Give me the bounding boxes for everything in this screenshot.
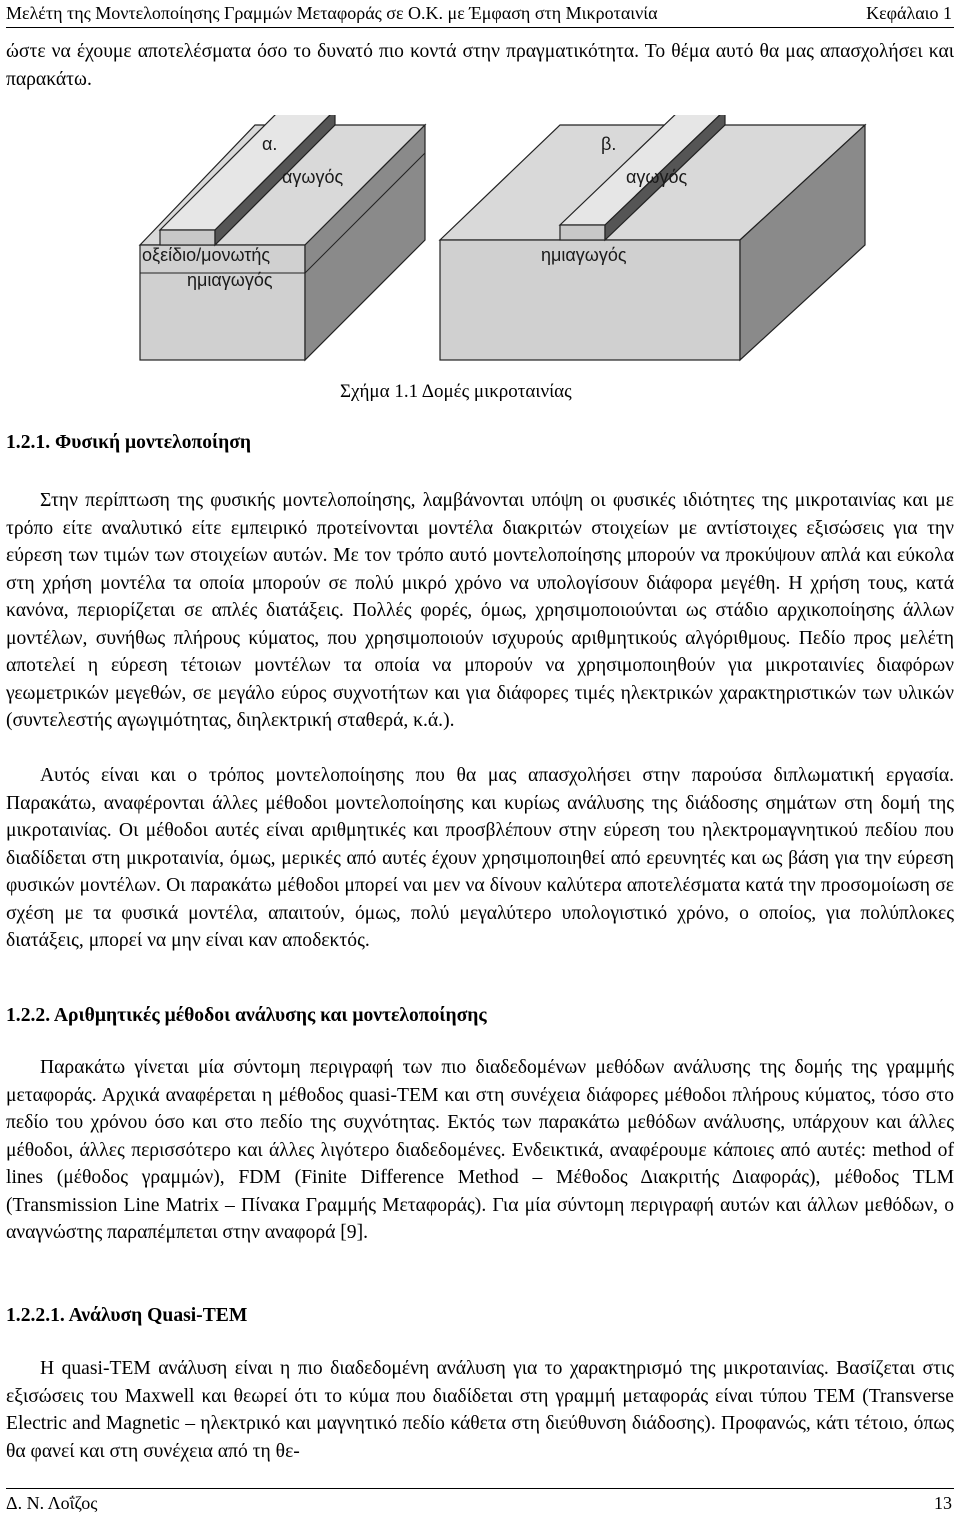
paragraph-thesis-approach: Αυτός είναι και ο τρόπος μοντελοποίησης που θα μας απασχολήσει στην παρούσα διπλωματική εργασία. Παρακάτω, αναφέρονται άλλες μέθοδοι μοντελοποίησης και κυρίως ανάλυσης της διάδοσης σημάτων στη δομή της μικροταινίας. Οι μέθοδοι αυτές είναι αριθμητικές και προσβλέπουν στην εύρεση του ηλεκτρομαγνητικού πεδίου που διαδίδεται στη μικροταινία, όμως, μερικές από αυτές έχουν χρησιμοποιηθεί από ερευνητές και ως βάση για την εύρεση φυσικών μοντέλων. Οι παρακάτω μέθοδοι μπορεί ναι μεν να δίνουν καλύτερα αποτελέσματα κατά την προσομοίωση σε σχέση με τα φυσικά μοντέλα, απαιτούν, όμως, πολύ μεγαλύτερο υπολογιστικό χρόνο, ο οποίος, για πολύπλοκες διατάξεις, μπορεί να μην είναι καν αποδεκτός. (6, 765, 954, 951)
footer-rule (6, 1488, 954, 1489)
page-number: 13 (934, 1493, 952, 1513)
page-header (0, 0, 960, 28)
header-title: Μελέτη της Μοντελοποίησης Γραμμών Μεταφοράς σε Ο.Κ. με Έμφαση στη Μικροταινία (6, 3, 658, 23)
heading-1-2-2-1: 1.2.2.1. Ανάλυση Quasi-TEM (6, 1305, 248, 1326)
label-a: α. (262, 134, 278, 154)
conductor-front-b (560, 225, 605, 240)
paragraph-quasi-tem: Η quasi-TEM ανάλυση είναι η πιο διαδεδομένη ανάλυση για το χαρακτηρισμό της μικροταινίας. Βασίζεται στις εξισώσεις του Maxwell και θεωρεί ότι το κύμα που διαδίδεται στη γραμμή μεταφοράς είναι τύπου TEM (Transverse Electric and Magnetic – ηλεκτρικό και μαγνητικό πεδίο κάθετα στη διεύθυνση διάδοσης). Προφανώς, κάτι τέτοιο, όπως θα φανεί και στη συνέχεια από τη θε- (6, 1358, 954, 1462)
heading-1-2-2: 1.2.2. Αριθμητικές μέθοδοι ανάλυσης και μοντελοποίησης (6, 1005, 487, 1026)
conductor-label-b: αγωγός (626, 167, 688, 187)
conductor-front-a (160, 230, 215, 245)
conductor-label-a: αγωγός (282, 167, 344, 187)
figure-caption: Σχήμα 1.1 Δομές μικροταινίας (340, 381, 572, 402)
paragraph-physical-modeling: Στην περίπτωση της φυσικής μοντελοποίησης, λαμβάνονται υπόψη οι φυσικές ιδιότητες της μικροταινίας και με τρόπο είτε αναλυτικό είτε εμπειρικό προτείνονται μοντέλα διακριτών στοιχείων με αντίστοιχες εξισώσεις για την εύρεση των τιμών των στοιχείων αυτών. Με τον τρόπο αυτό μοντελοποίησης μπορούν να προκύψουν απλά και εύκολα στη χρήση μοντέλα τα οποία μπορούν σε πολύ μικρό χρόνο να υπολογίσουν διάφορα μεγέθη. Η χρήση τους, κατά κανόνα, περιορίζεται σε απλές διατάξεις. Πολλές φορές, όμως, χρησιμοποιούνται ως στάδιο αρχικοποίησης άλλων μοντέλων, συνήθως πλήρους κύματος, που χρησιμοποιούν ισχυρούς αριθμητικούς αλγόριθμους. Πεδίο προς μελέτη αποτελεί η εύρεση τέτοιων μοντέλων τα οποία να μπορούν να χρησιμοποιηθούν για μικροταινίες διαφόρων γεωμετρικών μεγεθών, σε μεγάλο εύρος συχνοτήτων και για διάφορες τιμές ηλεκτρικών χαρακτηριστικών των υλικών (συντελεστής αγωγιμότητας, διηλεκτρική σταθερά, κ.ά.). (6, 490, 954, 731)
footer-author: Δ. Ν. Λοΐζος (6, 1493, 98, 1513)
semiconductor-label-a: ημιαγωγός (187, 270, 273, 290)
paragraph-numerical-methods: Παρακάτω γίνεται μία σύντομη περιγραφή των πιο διαδεδομένων μεθόδων ανάλυσης της δομής της γραμμής μεταφοράς. Αρχικά αναφέρεται η μέθοδος quasi-TEM και στη συνέχεια διάφορες μέθοδοι πλήρους κύματος, τόσο στο πεδίο του χρόνου όσο και στο πεδίο της συχνότητας. Εκτός των παρακάτω μεθόδων ανάλυσης, υπάρχουν και άλλες μέθοδοι, άλλες περισσότερο και άλλες λιγότερο διαδεδομένες. Ενδεικτικά, αναφέρουμε κάποιες από αυτές: method of lines (μέθοδος γραμμών), FDM (Finite Difference Method – Μέθοδος Διακριτής Διαφοράς), μέθοδος TLM (Transmission Line Matrix – Πίνακα Γραμμής Μεταφοράς). Για μία σύντομη περιγραφή αυτών και άλλων μεθόδων, ο αναγνώστης παραπέμπεται στην αναφορά [9]. (6, 1057, 954, 1243)
intro-paragraph: ώστε να έχουμε αποτελέσματα όσο το δυνατό πιο κοντά στην πραγματικότητα. Το θέμα αυτό θα μας απασχολήσει και παρακάτω. (6, 41, 954, 90)
heading-1-2-1: 1.2.1. Φυσική μοντελοποίηση (6, 432, 252, 453)
header-rule (6, 27, 954, 28)
semiconductor-label-b: ημιαγωγός (541, 245, 627, 265)
structure-b (440, 115, 865, 360)
header-chapter: Κεφάλαιο 1 (866, 3, 952, 23)
label-b: β. (601, 134, 617, 154)
structure-a (140, 115, 425, 360)
microstrip-figure (0, 115, 960, 385)
oxide-label-a: οξείδιο/μονωτής (142, 245, 271, 265)
